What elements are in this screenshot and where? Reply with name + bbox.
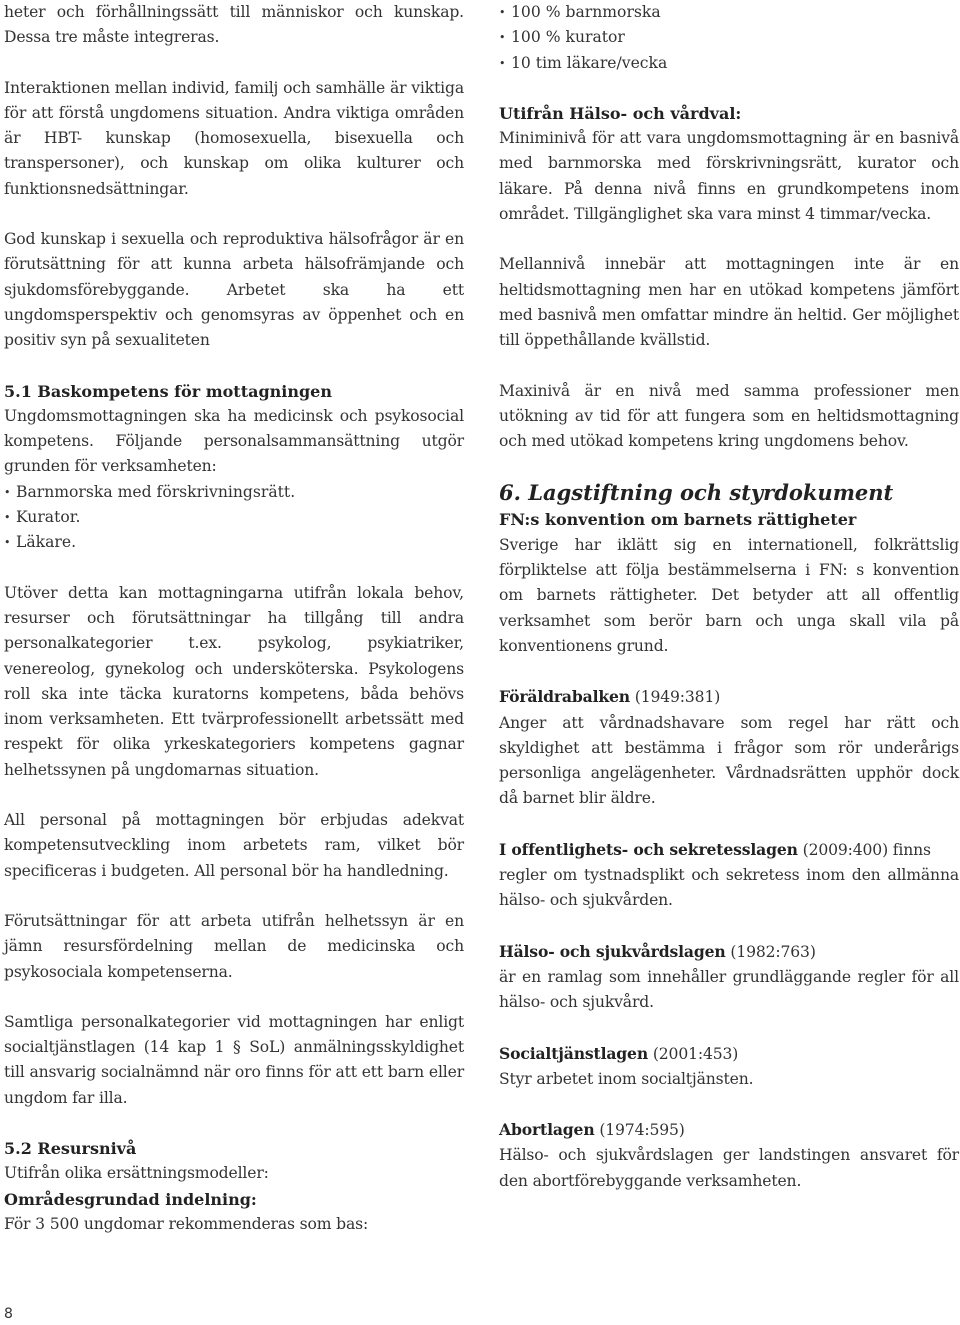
paragraph-3500: För 3 500 ungdomar rekommenderas som bas: [4,1214,369,1233]
page-number: 8 [4,1306,13,1322]
law-text: Styr arbetet inom socialtjänsten. [499,1069,754,1088]
list-item: • Läkare. [4,530,464,555]
law-name: Föräldrabalken [499,687,630,707]
paragraph-kunskap: God kunskap i sexuella och reproduktiva hälsofrågor är en förutsättning för att kunna arbeta hälsofrämjande och sjukdomsförebyggande. Arbetet ska ha ett ungdomsperspektiv och genomsyras av öppenhet och en positiv syn på sexualiteten [4,230,464,350]
law-name: I offentlighets- och sekretesslagen [499,839,798,859]
paragraph-utover: Utöver detta kan mottagningarna utifrån lokala behov, resurser och förutsättningar ha tillgång till andra personalkategorier t.ex. psykolog, psykiatriker, venereolog, gynekolog och undersköterska. Psykologens roll ska inte täcka kuratorns kompetens, båda behövs inom verksamheten. Ett tvärprofessionellt arbetssätt med respekt för olika yrkeskategoriers kompetens gagnar helhetssynen på ungdomarnas situation. [4,583,464,779]
law-block [499,684,959,811]
left-column [4,0,464,1237]
paragraph-5-1: Ungdomsmottagningen ska ha medicinsk och psykosocial kompetens. Följande personalsammansättning utgör grunden för verksamheten: [4,406,464,476]
list-item: • Barnmorska med förskrivningsrätt. [4,480,464,505]
resource-list [499,0,959,76]
heading-5-1: 5.1 Baskompetens för mottagningen [4,381,332,401]
law-block [499,837,959,914]
list-item: • Kurator. [4,505,464,530]
heading-5-2: 5.2 Resursnivå [4,1138,137,1158]
law-text: Hälso- och sjukvårdslagen ger landstingen ansvaret för den abortförebyggande verksamheten. [499,1146,959,1190]
paragraph-forutsattningar: Förutsättningar för att arbeta utifrån helhetssyn är en jämn resursfördelning mellan de medicinska och psykosociala kompetenserna. [4,911,464,981]
list-item: • 100 % kurator [499,25,959,50]
paragraph-miniminiva: Miniminivå för att vara ungdomsmottagning är en basnivå med barnmorska med förskrivningsrätt, kurator och läkare. På denna nivå finns en grundkompetens inom området. Tillgänglighet ska vara minst 4 timmar/vecka. [499,129,959,224]
law-block [499,1117,959,1194]
paragraph-5-2: Utifrån olika ersättningsmodeller: [4,1164,269,1183]
paragraph-fn: Sverige har iklätt sig en internationell, folkrättslig förpliktelse att följa bestämmelserna i FN: s konvention om barnets rättigheter. Det betyder att all offentlig verksamhet som berör barn och unga skall vila på konventionens grund. [499,535,959,655]
law-ref: (1982:763) [725,942,816,961]
heading-halso-vardval: Utifrån Hälso- och vårdval: [499,103,742,123]
heading-6: 6. Lagstiftning och styrdokument [499,480,894,506]
paragraph-mellanniva: Mellannivå innebär att mottagningen inte är en heltidsmottagning men har en utökad kompetens jämfört med basnivå men omfattar mindre än heltid. Ger möjlighet till öppethållande kvällstid. [499,255,959,350]
law-text: regler om tystnadsplikt och sekretess inom den allmänna hälso- och sjukvården. [499,866,959,910]
law-ref: (2009:400) finns [797,840,931,859]
right-column [499,0,959,1194]
law-block [499,1041,959,1093]
law-text: Anger att vårdnadshavare som regel har rätt och skyldighet att bestämma i frågor som rör underårigs personliga angelägenheter. Vårdnadsrätten upphör dock då barnet blir äldre. [499,713,959,808]
paragraph-personal: All personal på mottagningen bör erbjudas adekvat kompetensutveckling inom arbetets ram, vilket bör specificeras i budgeten. All personal bör ha handledning. [4,811,464,880]
law-name: Hälso- och sjukvårdslagen [499,941,726,961]
law-ref: (2001:453) [648,1044,739,1063]
paragraph-interaktion: Interaktionen mellan individ, familj och samhälle är viktiga för att förstå ungdomens situation. Andra viktiga områden är HBT- kunskap (homosexuella, bisexuella och transpersoner), och kunskap om olika kulturer och funktionsnedsättningar. [4,78,464,198]
paragraph-maxiniva: Maxinivå är en nivå med samma professioner men utökning av tid för att fungera som en heltidsmottagning och med utökad kompetens kring ungdomens behov. [499,381,959,451]
law-text: är en ramlag som innehåller grundläggande regler för all hälso- och sjukvård. [499,967,959,1012]
law-ref: (1974:595) [594,1121,685,1140]
law-ref: (1949:381) [629,688,721,707]
law-name: Socialtjänstlagen [499,1043,649,1063]
list-item: • 100 % barnmorska [499,0,959,25]
staff-list [4,480,464,556]
paragraph-intro: heter och förhållningssätt till människor och kunskap. Dessa tre måste integreras. [4,3,464,47]
paragraph-samtliga: Samtliga personalkategorier vid mottagningen har enligt socialtjänstlagen (14 kap 1 § SoL) anmälningsskyldighet till ansvarig socialnämnd när oro finns för att ett barn eller ungdom far illa. [4,1012,464,1107]
law-block [499,939,959,1016]
heading-fn: FN:s konvention om barnets rättigheter [499,510,857,530]
law-name: Abortlagen [499,1120,595,1140]
heading-omradesgrundad: Områdesgrundad indelning: [4,1189,257,1209]
list-item: • 10 tim läkare/vecka [499,51,959,76]
